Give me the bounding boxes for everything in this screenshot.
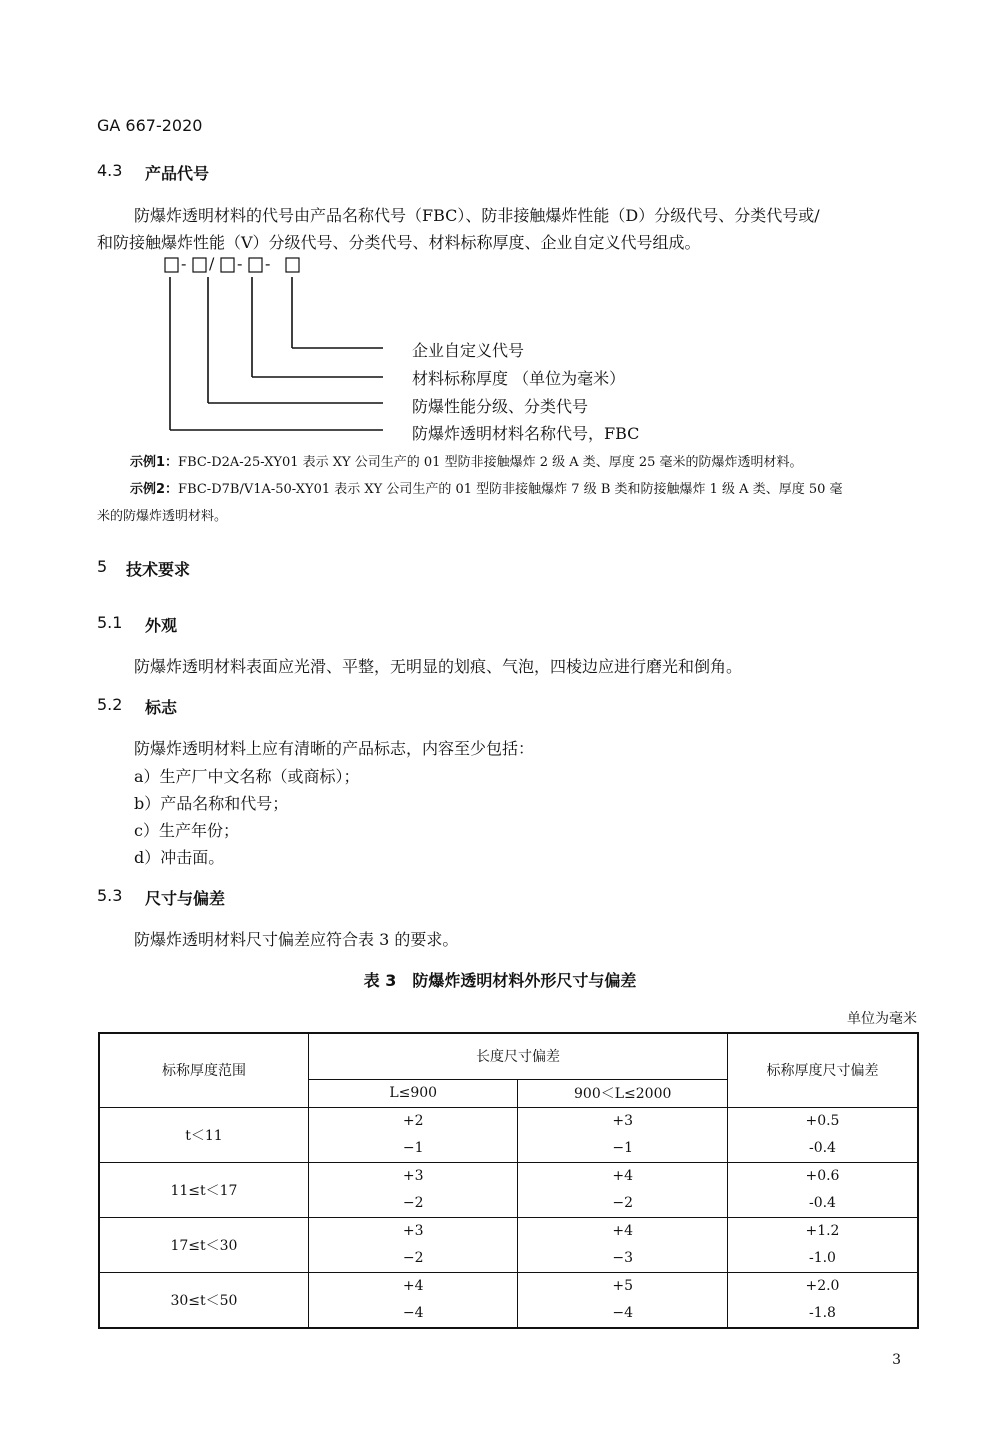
section-4-3-para-line2: 和防接触爆炸性能（V）分级代号、分类代号、材料标称厚度、企业自定义代号组成。	[97, 233, 701, 252]
example-2	[130, 478, 843, 497]
section-5-2-title: 标志	[145, 698, 178, 717]
section-5-2-para: 防爆炸透明材料上应有清晰的产品标志，内容至少包括：	[134, 739, 535, 758]
product-code-diagram	[0, 0, 1000, 460]
section-5-1-para: 防爆炸透明材料表面应光滑、平整，无明显的划痕、气泡，四棱边应进行磨光和倒角。	[134, 657, 743, 676]
header-range: 标称厚度范围	[99, 1033, 308, 1107]
value-cell: −4	[518, 1300, 728, 1328]
diagram-label-custom-code: 企业自定义代号	[412, 341, 525, 360]
header-l-900-2000: 900＜L≤2000	[518, 1079, 728, 1107]
code-dash-3: -	[265, 254, 271, 273]
value-cell: −2	[308, 1190, 517, 1218]
value-cell: -1.0	[727, 1245, 918, 1273]
section-5-2-number: 5.2	[97, 695, 123, 714]
value-cell: +4	[518, 1162, 728, 1190]
range-cell: 30≤t＜50	[99, 1272, 308, 1328]
value-cell: −4	[308, 1300, 517, 1328]
range-cell: 11≤t＜17	[99, 1162, 308, 1217]
list-item: a）生产厂中文名称（或商标）；	[134, 767, 360, 786]
section-5-1-number: 5.1	[97, 613, 123, 632]
section-5-1-title: 外观	[145, 616, 178, 635]
example-2-text-line1: FBC-D7B/V1A-50-XY01 表示 XY 公司生产的 01 型防非接触爆炸 7 级 B 类和防接触爆炸 1 级 A 类、厚度 50 毫	[178, 482, 843, 497]
value-cell: +3	[308, 1162, 517, 1190]
value-cell: −2	[518, 1190, 728, 1218]
range-cell: t＜11	[99, 1107, 308, 1162]
section-5-number: 5	[97, 557, 108, 576]
value-cell: -1.8	[727, 1300, 918, 1328]
table-caption: 表 3 防爆炸透明材料外形尺寸与偏差	[363, 971, 637, 990]
code-box-1	[165, 258, 178, 272]
value-cell: +2	[308, 1107, 517, 1135]
example-1-label: 示例1：	[130, 455, 179, 470]
example-1-text: FBC-D2A-25-XY01 表示 XY 公司生产的 01 型防非接触爆炸 2 级 A 类、厚度 25 毫米的防爆炸透明材料。	[178, 455, 803, 470]
table-row	[99, 1107, 918, 1135]
value-cell: −1	[518, 1135, 728, 1163]
section-5-title: 技术要求	[126, 560, 191, 579]
code-box-5	[286, 258, 299, 272]
example-2-label: 示例2：	[130, 482, 179, 497]
list-item: c）生产年份；	[134, 821, 239, 840]
value-cell: +4	[308, 1272, 517, 1300]
value-cell: −1	[308, 1135, 517, 1163]
standard-number: GA 667-2020	[97, 116, 203, 135]
table-row	[99, 1162, 918, 1190]
value-cell: -0.4	[727, 1190, 918, 1218]
header-thickness-dev: 标称厚度尺寸偏差	[727, 1033, 918, 1107]
value-cell: −3	[518, 1245, 728, 1273]
value-cell: +2.0	[727, 1272, 918, 1300]
section-4-3-para-line1: 防爆炸透明材料的代号由产品名称代号（FBC）、防非接触爆炸性能（D）分级代号、分类代号或/	[134, 206, 820, 225]
value-cell: −2	[308, 1245, 517, 1273]
header-l-le-900: L≤900	[308, 1079, 517, 1107]
dimension-tolerance-table	[98, 1032, 919, 1329]
section-5-3-number: 5.3	[97, 886, 123, 905]
value-cell: -0.4	[727, 1135, 918, 1163]
page-number: 3	[892, 1352, 901, 1368]
value-cell: +0.6	[727, 1162, 918, 1190]
value-cell: +5	[518, 1272, 728, 1300]
list-item: b）产品名称和代号；	[134, 794, 289, 813]
value-cell: +0.5	[727, 1107, 918, 1135]
code-dash-1: -	[181, 254, 187, 273]
value-cell: +3	[308, 1217, 517, 1245]
header-length-dev: 长度尺寸偏差	[308, 1033, 727, 1079]
section-5-3-title: 尺寸与偏差	[145, 889, 226, 908]
code-box-4	[249, 258, 262, 272]
table-unit: 单位为毫米	[847, 1011, 917, 1027]
list-item: d）冲击面。	[134, 848, 225, 867]
section-5-3-para: 防爆炸透明材料尺寸偏差应符合表 3 的要求。	[134, 930, 459, 949]
diagram-label-grade: 防爆性能分级、分类代号	[412, 397, 589, 416]
example-1	[130, 451, 803, 470]
value-cell: +4	[518, 1217, 728, 1245]
range-cell: 17≤t＜30	[99, 1217, 308, 1272]
section-4-3-title: 产品代号	[145, 164, 210, 183]
value-cell: +3	[518, 1107, 728, 1135]
value-cell: +1.2	[727, 1217, 918, 1245]
section-4-3-number: 4.3	[97, 161, 123, 180]
code-box-3	[221, 258, 234, 272]
diagram-label-thickness: 材料标称厚度 （单位为毫米）	[412, 369, 626, 388]
table-row	[99, 1217, 918, 1245]
code-dash-2: -	[237, 254, 243, 273]
code-box-2	[193, 258, 206, 272]
table-row	[99, 1272, 918, 1300]
code-slash: /	[209, 254, 215, 273]
example-2-text-line2: 米的防爆炸透明材料。	[97, 509, 228, 524]
diagram-label-product-name: 防爆炸透明材料名称代号，FBC	[412, 424, 640, 443]
